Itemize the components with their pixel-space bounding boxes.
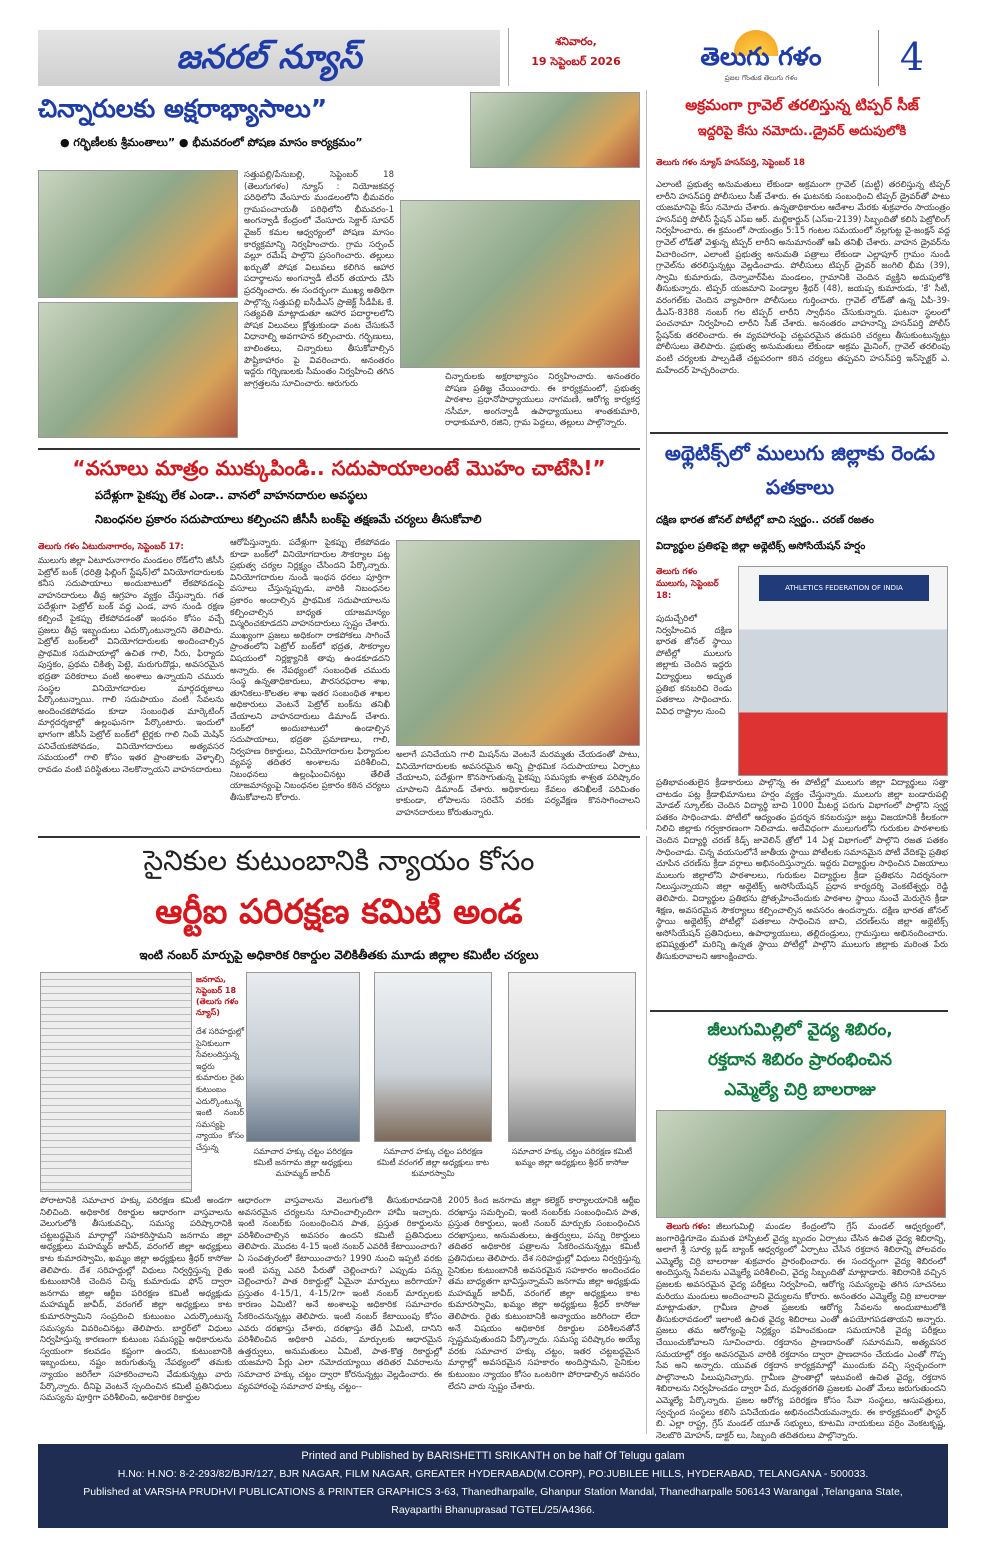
column-divider-bottom xyxy=(646,836,647,1434)
header-divider xyxy=(878,30,879,86)
date-label: 19 సెప్టెంబర్ 2026 xyxy=(531,55,621,68)
story3-photo xyxy=(396,540,640,746)
section-title: జనరల్ న్యూస్ xyxy=(176,37,362,76)
story3-body-col1: ములుగు జిల్లా ఏటూరునాగారం మండలం రోడ్‌లోని జీసీసీ పెట్రోల్ బంక్ (ధరిత్రి ఫిల్లింగ్ స్టేషన్)లో వినియోగదారులకు కనీస సదుపాయాలు అందుబాటులో లేకపోవడంపై వాహనదారులు తీవ్ర ఆగ్రహం వ్యక్తం చేస్తున్నారు. గత పదేళ్లుగా పెట్రోల్ బంక్ వద్ద ఎండ, వాన నుండి రక్షణ కల్పించే పైకప్పు లేకపోవడంతో ఇంధనం కోసం వచ్చే ప్రజలు తీవ్ర ఇబ్బందులు ఎదుర్కొంటున్నారని తెలిపారు. పెట్రోల్ బంక్‌లలో వినియోగదారులకు అందించాల్సిన ప్రాథమిక సదుపాయాల్లో ఉచిత గాలి, నీరు, ఫిర్యాదు పుస్తకం, ప్రథమ చికిత్స పెట్టె, మరుగుదొడ్లు, అవసరమైన భద్రతా పరికరాలు వంటి అంశాలు ఉన్నాయని చమురు సంస్థల వినియోగదారుల మార్గదర్శకాలు పేర్కొంటున్నాయి. గాలి సదుపాయం వంటి సేవలను అందించకపోవడం కూడా సంబంధిత మార్కెటింగ్ మార్గదర్శకాల్లో ఉల్లంఘనగా పేర్కొంటారు. ఇందులో భాగంగా జీసీసీ పెట్రోల్ బంక్‌లో టైర్లకు గాలి నింపే మెషిన్ పనిచేయకపోవడం, వినియోగదారులు అత్యవసర సమయంలో గాలి కోసం ఇతర ప్రాంతాలకు వెళ్ళాల్సి రావడం వంటి పరిస్థితులు నెలకొన్నాయని వాహనదారులు xyxy=(38,556,224,775)
story4-subtitle2: విద్యార్థుల ప్రతిభపై జిల్లా అథ్లెటిక్స్ అసోసియేషన్ హర్షం xyxy=(656,541,866,552)
story6-photo xyxy=(656,1110,946,1218)
story1-photo-left2 xyxy=(38,302,238,438)
story1-photo-left1 xyxy=(38,170,238,298)
story3-body-col3: అలాగే పనిచేయని గాలి మిషన్‌ను వెంటనే మరమ్మతు చేయడంతో పాటు, వినియోగదారులకు అవసరమైన అన్ని ప్రాథమిక సదుపాయాలు ఏర్పాటు చేయాలని, పదేళ్లుగా కొనసాగుతున్న పైకప్పు సమస్యకు శాశ్వత పరిష్కారం చూపాలని డిమాండ్ చేశారు. అధికారులు కేవలం తనిఖీలకే పరిమితం కాకుండా, లోపాలను సరిచేసే వరకు పర్యవేక్షణ కొనసాగించాలని వాహనదారులు కోరుతున్నారు. xyxy=(396,750,640,818)
story5-body-col3: 2005 కింద జనగామ జిల్లా కలెక్టర్ కార్యాలయానికి ఆర్టీఐ దరఖాస్తు సమర్పించి, ఇంటి నంబర్‌కు సంబంధించిన పాత, ప్రస్తుత రికార్డులు, ఇంటి నంబర్ మార్పుకు సంబంధించిన దరఖాస్తులు, అనుమతులు, ఉత్తర్వులు, పన్ను రికార్డులు తదితర అధికారిక పత్రాలను సేకరించనున్నట్లు కమిటీ ప్రతినిధులు తెలిపారు. దేశ సరిహద్దుల్లో విధులు నిర్వర్తిస్తున్న సైనికుల కుటుంబానికి అవసరమైన సహకారం అందించడం తమ బాధ్యతగా భావిస్తున్నామని జనగామ జిల్లా అధ్యక్షుడు మహమ్మద్ జావీద్, వరంగల్ జిల్లా అధ్యక్షులు కాట కుమారస్వామి, ఖమ్మం జిల్లా అధ్యక్షులు శ్రీధర్ కాసోజు తెలిపారు. రైతు కుటుంబానికి అన్యాయం జరిగిందా లేదా అనే విషయం అధికారిక రికార్డుల పరిశీలనతోనే స్పష్టమవుతుందని పేర్కొన్నారు. సమస్య పరిష్కారం అయ్యే వరకు సమాచార హక్కు చట్టం, ఇతర చట్టబద్ధమైన మార్గాల్లో అవసరమైన సహకారం అందిస్తామని, సైనికుల కుటుంబం న్యాయం కోసం ఒంటరిగా పోరాడాల్సిన అవసరం లేదని వారు స్పష్టం చేశారు. xyxy=(448,1196,640,1392)
story5-title-line1: సైనికుల కుటుంబానికి న్యాయం కోసం xyxy=(143,844,535,877)
story5-caption-3: సమాచార హక్కు చట్టం పరిరక్షణ కమిటీ ఖమ్మం జిల్లా అధ్యక్షులు శ్రీధర్ కాసోజు xyxy=(511,1147,633,1167)
story5-portrait-1 xyxy=(246,972,360,1142)
story6-byline: తెలుగు గళం: xyxy=(666,1222,711,1232)
story4-photo xyxy=(738,566,948,776)
logo-text: తెలుగు గళం xyxy=(700,42,822,71)
footer-line1: Printed and Published by BARISHETTI SRIKANTH on be half Of Telugu galam xyxy=(301,1450,685,1462)
story5-subtitle: ఇంటి నంబర్ మార్పుపై అధికారిక రికార్డుల వెలికితీతకు మూడు జిల్లాల కమిటీల చర్యలు xyxy=(139,948,539,962)
story3-body-col2: ఆరోపిస్తున్నారు. పదేళ్లుగా పైకప్పు లేకపోవడం కూడా బంక్‌లో వినియోగదారుల సౌకర్యాల పట్ల ప్రభుత్వ చర్యల నిర్లక్ష్యం చేసిందని పేర్కొన్నారు. వినియోగదారుల నుండి ఇంధన ధరలు పూర్తిగా వసూలు చేస్తున్నప్పుడు, వారికి నిబంధనల ప్రకారం అందాల్సిన ప్రాథమిక సదుపాయాలను కల్పించాల్సిన బాధ్యత యాజమాన్యం విస్మరించకూడదని వాహనదారులు స్పష్టం చేశారు. ముఖ్యంగా ప్రజలు అధికంగా రాకపోకలు సాగించే ప్రాంతంలోని పెట్రోల్ బంక్‌లో భద్రత, సౌకర్యాల విషయంలో నిర్లక్ష్యానికి తావు ఉండకూడదని అన్నారు. ఈ నేపథ్యంలో సంబంధిత చమురు సంస్థ ఉన్నతాధికారులు, పౌరసరఫరాల శాఖ, తూనికలు-కొలతల శాఖ ఇతర సంబంధిత శాఖల అధికారులు వెంటనే పెట్రోల్ బంక్‌ను తనిఖీ చేయాలని వాహనదారులు డిమాండ్ చేశారు. బంక్‌లో అందుబాటులో ఉండాల్సిన సదుపాయాలు, భద్రతా ప్రమాణాలు, గాలి, నిర్వహణ రికార్డులు, వినియోగదారుల ఫిర్యాదుల వ్యవస్థ తదితర అంశాలను పరిశీలించి, నిబంధనలు ఉల్లంఘించినట్లు తేలితే యాజమాన్యంపై నిబంధనల ప్రకారం కఠిన చర్యలు తీసుకోవాలని కోరారు. xyxy=(230,538,390,804)
day-label: శనివారం, xyxy=(555,35,597,48)
story5-body-col2: ఆధారంగా వాస్తవాలను వెలుగులోకి తీసుకురావడానికి అవసరమైన చర్యలను సూచించాల్సిందిగా హామీ ఇచ్చారు. ఇంటి నంబర్‌కు సంబంధించిన పాత, ప్రస్తుత రికార్డులను పరిశీలించాల్సిన అవసరం ఉందని కమిటీ ప్రతినిధులు తెలిపారు. మొదట 4-15 ఇంటి నంబర్ ఎవరికి కేటాయించారు? ఏ సంవత్సరంలో కేటాయించారు? 1990 నుంచి ఇప్పటి వరకు ఇంటి పన్ను ఎవరి పేరుతో చెల్లించారు? ఎప్పుడు పన్ను చెల్లించారు? పాత రికార్డుల్లో ఏమైనా మార్పులు జరిగాయా? ప్రస్తుతం 4-15/1, 4-15/2గా ఇంటి నంబర్ మార్పులకు కారణం ఏమిటి? అనే అంశాలపై అధికారిక సమాచారం సేకరించనున్నట్లు తెలిపారు. ఇంటి నంబర్ కేటాయింపు కోసం ఎవరు దరఖాస్తు చేశారు, దరఖాస్తు తేదీ ఏమిటి, దానిని పరిశీలించిన అధికారి ఎవరు, మార్పులకు ఆధారమైన ఉత్తర్వులు, అనుమతులు ఏమిటి, పాత-కొత్త రికార్డుల్లో యజమాని పేర్లు ఎలా నమోదయ్యాయి తదితర వివరాలను సమాచార హక్కు చట్టం ద్వారా కోరనున్నట్లు వెల్లడించారు. ఈ వ్యవహారంపై సమాచార హక్కు చట్టం-- xyxy=(238,1196,442,1392)
story5-body-narrow: దేశ సరిహద్దుల్లో సైనికులుగా సేవలందిస్తున్న ఇద్దరు కుమారుల రైతు కుటుంబం ఎదుర్కొంటున్న ఇంటి నంబర్ సమస్యపై న్యాయం కోసం చేస్తున్న xyxy=(196,1027,244,1152)
story4-title: అథ్లెటిక్స్‌లో ములుగు జిల్లాకు రెండు పతకాలు xyxy=(664,441,936,499)
story2-body: ఎలాంటి ప్రభుత్వ అనుమతులు లేకుండా అక్రమంగా గ్రావెల్ (మట్టి) తరలిస్తున్న టిప్పర్ లారీని హసన్‌పర్తి పోలీసులు సీజ్ చేశారు. ఈ ఘటనకు సంబంధించి టిప్పర్ డ్రైవర్‌తో పాటు యజమానిపై కేసు నమోదు చేశారు. ఉన్నతాధికారుల ఆదేశాల మేరకు శుక్రవారం సాయంత్రం హసన్‌పర్తి పోలీస్ స్టేషన్ ఎస్ఐ ఆర్. మల్లికార్జున్ (ఎస్ఐ-2139) సిబ్బందితో కలిసి పెట్రోలింగ్ నిర్వహించారు. ఈ క్రమంలో సాయంత్రం 5:15 గంటల సమయంలో నల్లగుట్ట వై-జంక్షన్ వద్ద గ్రావెల్ లోడ్‌తో వెళ్తున్న టిప్పర్ లారీని అనుమానంతో ఆపి తనిఖీ చేశారు. వాహన డ్రైవర్‌ను విచారించగా, ఎలాంటి ప్రభుత్వ అనుమతి పత్రాలు లేకుండా ఎల్లాపూర్ గ్రామం నుండి గ్రావెల్‌ను తరలిస్తున్నట్లు వెల్లడించాడు. పోలీసులు టిప్పర్ డ్రైవర్ జంగిలి భీమ (39), స్వామి కుమారుడు, దెన్నావార్‌పేట మండలం, గ్రామానికి చెందిన వ్యక్తిని అదుపులోకి తీసుకున్నారు. టిప్పర్ యజమాని పెండ్యాల శ్రీధర్ (48), జయప్ప కుమారుడు, 'కే' సీటీ, వరంగల్‌కు చెందిన వ్యాపారిగా పోలీసులు గుర్తించారు. గ్రావెల్ లోడ్‌తో ఉన్న ఏపీ-39-డీఎస్-8388 నంబర్ గల టిప్పర్ లారీని స్వాధీనం చేసుకున్నారు. ఘటనా స్థలంలో పంచనామా నిర్వహించి లారీని సీజ్ చేశారు. అనంతరం వాహనాన్ని హసన్‌పర్తి పోలీస్ స్టేషన్‌కు తరలించారు. ఈ వ్యవహారంపై చట్టపరమైన తదుపరి చర్యలు తీసుకుంటున్నట్లు పోలీసులు తెలిపారు. ప్రభుత్వ అనుమతులు లేకుండా అక్రమ మైనింగ్, గ్రావెల్ తరలింపు వంటి చర్యలకు పాల్పడితే చట్టపరంగా కఠిన చర్యలు తప్పవని హసన్‌పర్తి ఇన్‌స్పెక్టర్ ఎ. మహేందర్ హెచ్చరించారు. xyxy=(656,180,950,376)
story4-top-rule xyxy=(650,432,948,434)
story4-photo-banner: ATHLETICS FEDERATION OF INDIA xyxy=(759,575,929,601)
story2-subtitle: ఇద్దరిపై కేసు నమోదు..డ్రైవర్ అదుపులోకి xyxy=(697,124,907,139)
story1-body-col2: చిన్నారులకు అక్షరాభ్యాసం నిర్వహించారు. అనంతరం పోషణ ప్రతిజ్ఞ చేయించారు. ఈ కార్యక్రమంలో, ప్రభుత్వ పాఠశాల ప్రధానోపాధ్యాయులు నాగమణి, ఆరోగ్య కార్యకర్త నసీమా, అంగన్వాడీ ఉపాధ్యాయులు శాంతకుమారి, రాధాకుమారి, రజిని, గ్రామ పెద్దలు, తల్లులు పాల్గొన్నారు. xyxy=(445,372,640,429)
story4-body-narrow: పుదుచ్చేరిలో నిర్వహించిన దక్షిణ భారత జోనల్ స్థాయి పోటీల్లో ములుగు జిల్లాకు చెందిన ఇద్దరు విద్యార్థులు అద్భుత ప్రతిభ కనబరిచి రెండు పతకాలు సాధించారు. వివిధ రాష్ట్రాల నుంచి xyxy=(656,614,732,717)
story5-body-col1: పోరాటానికి సమాచార హక్కు పరిరక్షణ కమిటీ అండగా నిలిచింది. అధికారిక రికార్డుల ఆధారంగా వాస్తవాలను వెలుగులోకి తీసుకువచ్చి, సమస్య పరిష్కారానికి చట్టబద్ధమైన మార్గాల్లో సహకరిస్తామని జనగామ జిల్లా అధ్యక్షులు మహమ్మద్ జావీద్, వరంగల్ జిల్లా అధ్యక్షులు కాట కుమారస్వామి, ఖమ్మం జిల్లా అధ్యక్షులు శ్రీధర్ కాసోజు తెలిపారు. దేశ సరిహద్దుల్లో విధులు నిర్వర్తిస్తున్న రైతు కుటుంబానికి చెందిన చిన్న కుమారుడు ఫోన్ ద్వారా జనగామ జిల్లా ఆర్టీఐ పరిరక్షణ కమిటీ అధ్యక్షుడు మహమ్మద్ జావీద్, వరంగల్ జిల్లా అధ్యక్షులు కాట కుమారస్వామిని సంప్రదించి కుటుంబం ఎదుర్కొంటున్న సమస్యను వివరించినట్లు తెలిపారు. బార్డర్‌లో విధులు నిర్వహిస్తున్న కారణంగా కుటుంబ సమస్యపై అధికారులను స్వయంగా కలవడం కష్టంగా ఉందని, కుటుంబానికి ఇబ్బందులు, నష్టం జరుగుతున్న నేపథ్యంలో తమకు న్యాయం జరిగేలా సహకరించాలని వేడుకున్నట్లు వారు పేర్కొన్నారు. దీనిపై వెంటనే స్పందించిన కమిటీ ప్రతినిధులు సమస్యను పూర్తిగా పరిశీలించి, అధికారిక రికార్డుల xyxy=(40,1196,232,1404)
story5-top-rule xyxy=(38,836,640,838)
footer-line4: Rayaparthi Bhanuprasad TGTEL/25/A4366. xyxy=(391,1504,595,1516)
story1-title: చిన్నారులకు అక్షరాభ్యాసాలు” xyxy=(38,94,328,123)
story5-title-line2: ఆర్టీఐ పరిరక్షణ కమిటీ అండ xyxy=(155,892,523,932)
story3-byline: తెలుగు గళం ఏటురునాగారం, సెప్టెంబర్ 17: xyxy=(38,542,184,552)
story1-subtitle: ● గర్భిణీలకు శ్రీమంతాలు” ● భీమవరంలో పోషణ మాసం కార్యక్రమం” xyxy=(60,136,363,149)
story5-caption-1: సమాచార హక్కు చట్టం పరిరక్షణ కమిటీ జనగామ జిల్లా అధ్యక్షులు మహమ్మద్ జావీద్ xyxy=(253,1147,353,1178)
story6-top-rule xyxy=(650,1010,948,1012)
story1-photo-top xyxy=(470,92,640,168)
story6-title-line3: ఎమ్మెల్యే చిర్రి బాలరాజు xyxy=(724,1080,876,1100)
story5-portrait-3 xyxy=(508,972,636,1142)
story5-byline: జనగామ, సెప్టెంబర్ 18 (తెలుగు గళం న్యూస్) xyxy=(196,975,239,1017)
story5-document-photo xyxy=(40,972,192,1192)
story1-body-col1: సత్తుపల్లి/పేనుబల్లి, సెప్టెంబర్ 18 (తెలుగుగళం) న్యూస్ : నియోజకవర్గ పరిధిలోని వేంసూరు మండలంలోని భీమవరం గ్రామపంచాయతీ పరిధిలోని భీమవరం-1 అంగన్వాడీ కేంద్రంలో వేంసూరు సెక్టార్ సూపర్ వైజర్ కమల ఆధ్వర్యంలో పోషణ మాసం కార్యక్రమాన్ని నిర్వహించారు. గ్రామ సర్పంచ్ వల్లూ రమేష్ పాల్గొని ప్రసంగించారు. తల్లులు ఖర్చుతో పోషక విలువలు కలిగిన ఆహార పదార్థాలను అంగన్వాడీ టీచర్ తయారు చేసి ప్రదర్శించారు. ఈ సందర్భంగా ముఖ్య అతిథిగా పాల్గొన్న సత్తుపల్లి ఐసీడీఎస్ ప్రాజెక్ట్ సీడీపీఓ కే. సత్యవతి మాట్లాడుతూ ఆహార పదార్థాలలోని పోషక విలువలు క్లోత్తుకుండా వంట చేసుకునే విధానాల్ని అవగాహన కల్పించారు. గర్భిణులు, బాలింతలు, చిన్నారులు తీసుకోవాల్సిన పౌష్టికాహారం పై వివరించారు. అనంతరం ఇద్దరు గర్భిణులకు సీమంతం నిర్వహించి తగిన జాగ్రత్తలను సూచించారు. ఆరుగురు xyxy=(244,170,394,389)
logo xyxy=(648,28,874,88)
footer xyxy=(38,1444,948,1528)
story4-body: ప్రతిభావంతులైన క్రీడాకారులు పాల్గొన్న ఈ పోటీల్లో ములుగు జిల్లా విద్యార్థులు సత్తా చాటడం పట్ల క్రీడాభిమానులు హర్షం వ్యక్తం చేస్తున్నారు. ములుగు జిల్లా బండారుపల్లి మోడల్ స్కూల్‌కు చెందిన విద్యార్థి బాచి 1000 మీటర్ల పరుగు విభాగంలో పాల్గొని స్వర్ణ పతకం సాధించాడు. పోటీలో ఆద్యంతం ప్రదర్శన కనబరుస్తూ జట్టు విజయానికి కీలకంగా నిలిచి జిల్లాకు గర్వకారణంగా నిలిచాడు. అదేవిధంగా ములుగులోని గురుకుల పాఠశాలకు చెందిన విద్యార్థి చరణ్ కిడ్స్ జావెలిన్ త్రోలో 14 ఏళ్ల విభాగంలో పాల్గొని రజత పతకం సాధించాడు. చిన్న వయసులోనే జాతీయ స్థాయి పోటీలకు సమానమైన పోటీ వేదికపై ప్రతిభ చూపిన చరణ్‌ను క్రీడా వర్గాలు అభినందిస్తున్నారు. ఇద్దరు విద్యార్థుల సాధించిన విజయాలు ములుగు జిల్లాలోని పాఠశాలలు, గురుకుల విద్యార్థుల క్రీడా ప్రతిభను నిదర్శనంగా నిలుస్తున్నాయని జిల్లా అథ్లెటిక్స్ అసోసియేషన్ ప్రధాన కార్యదర్శి వెంకటేశ్వర్లు రెడ్డి తెలిపారు. విద్యార్థుల ప్రతిభను ప్రోత్సహించేందుకు పాఠశాల స్థాయి నుంచే మెరుగైన క్రీడా శిక్షణ, అవసరమైన సౌకర్యాలు కల్పించాల్సిన అవసరం ఉందన్నారు. దక్షిణ భారత జోనల్ స్థాయి అథ్లెటిక్స్ పోటీల్లో పతకాలు సాధించిన బాచి, చరణ్‌లను జిల్లా అథ్లెటిక్స్ అసోసియేషన్ ప్రతినిధులు, ఉపాధ్యాయులు, తల్లిదండ్రులు, గ్రామస్తులు అభినందించారు. భవిష్యత్తులో మరిన్ని ఉన్నత స్థాయి పోటీల్లో పాల్గొని ములుగు జిల్లాకు మరింత పేరు తీసుకురావాలని ఆకాంక్షించారు. xyxy=(656,778,948,962)
logo-tagline: ప్రజల గొంతుక తెలుగు గళం xyxy=(724,74,798,82)
story6-title-line2: రక్తదాన శిబిరం ప్రారంభించిన xyxy=(708,1050,892,1070)
footer-line3: Published at VARSHA PRUDHVI PUBLICATIONS & PRINTER GRAPHICS 3-63, Thanedharpalle, Ghanpur Station Mandal, Thanedharpalle 506143 Warangal ,Telangana State, xyxy=(83,1486,903,1498)
story3-subtitle2: నిబంధనల ప్రకారం సదుపాయాలు కల్పించని జీసీసీ బంక్‌పై తక్షణమే చర్యలు తీసుకోవాలి xyxy=(95,512,482,526)
story3-top-rule xyxy=(38,448,640,450)
page-number: 4 xyxy=(899,35,925,79)
story4-subtitle1: దక్షిణ భారత జోనల్ పోటీల్లో బాచి స్వర్ణం.. చరణ్ రజతం xyxy=(656,515,874,526)
footer-line2: H.No: H.NO: 8-2-293/82/BJR/127, BJR NAGAR, FILM NAGAR, GREATER HYDERABAD(M.CORP), PO:JUBILEE HILLS, HYDERABAD, TELANGANA - 500033. xyxy=(117,1468,869,1480)
story3-subtitle1: పదేళ్లుగా పైకప్పు లేక ఎండా.. వానలో వాహనదారుల అవస్థలు xyxy=(95,488,368,502)
story1-photo-right xyxy=(400,200,640,368)
story2-title: అక్రమంగా గ్రావెల్ తరలిస్తున్న టిప్పర్ సీజ్ xyxy=(685,96,919,114)
story2-byline: తెలుగు గళం న్యూస్ హసన్‌పర్తి, సెప్టెంబర్ 18 xyxy=(656,158,805,168)
story3-title: “వసూలు మాత్రం ముక్కుపిండి.. సదుపాయాలంటే మొహం చాటేసి!” xyxy=(72,456,606,480)
story5-caption-2: సమాచార హక్కు చట్టం పరిరక్షణ కమిటీ వరంగల్ జిల్లా అధ్యక్షులు కాట కుమారస్వామి xyxy=(376,1147,490,1178)
story6-body: జీలుగుమిల్లి మండల కేంద్రంలోని గ్రేస్ మండల్ ఆధ్వర్యంలో, జంగారెడ్డిగూడెం మమత హాస్పిటల్ వైద్య బృందం ఏర్పాటు చేసిన ఉచిత వైద్య శిబిరాన్ని, అలాగే శ్రీ సూర్య బ్లడ్ బ్యాంక్ ఆధ్వర్యంలో ఏర్పాటు చేసిన రక్తదాన శిబిరాన్ని పోలవరం ఎమ్మెల్యే చిర్రి బాలరాజు శుక్రవారం ప్రారంభించారు. ఈ సందర్భంగా వైద్య శిబిరంలో అందిస్తున్న సేవలను ఎమ్మెల్యే పరిశీలించి, వైద్య సిబ్బందితో మాట్లాడారు. శిబిరానికి వచ్చిన ప్రజలకు అవసరమైన వైద్య పరీక్షలు నిర్వహించి, ఆరోగ్య సమస్యలపై తగిన సూచనలు మరియు మందులు అందించాలని వైద్యులను కోరారు. అనంతరం ఎమ్మెల్యే చిర్రి బాలరాజు మాట్లాడుతూ, గ్రామీణ ప్రాంత ప్రజలకు ఆరోగ్య సేవలను అందుబాటులోకి తీసుకురావడంలో ఇలాంటి ఉచిత వైద్య శిబిరాలు ఎంతో ఉపయోగపడతాయని అన్నారు. ప్రజలు తమ ఆరోగ్యంపై నిర్లక్ష్యం వహించకుండా సమయానికి వైద్య పరీక్షలు చేయించుకోవాలని సూచించారు. రక్తదానం ప్రాణదానంతో సమానమని, అత్యవసర సమయాల్లో రక్తం అవసరమైన వారికి రక్తదానం ద్వారా ప్రాణదానం చేయడం ఎంతో గొప్ప సేవ అని అన్నారు. యువత రక్తదాన కార్యక్రమాల్లో ముందుకు వచ్చి స్వచ్ఛందంగా పాల్గొనాలని పిలుపునిచ్చారు. గ్రామీణ ప్రాంతాల్లో ఇటువంటి ఉచిత వైద్య, రక్తదాన శిబిరాలను నిర్వహించడం ద్వారా పేద, మధ్యతరగతి ప్రజలకు ఎంతో మేలు జరుగుతుందని ఎమ్మెల్యే పేర్కొన్నారు. ప్రజల ఆరోగ్య పరిరక్షణ కోసం సేవా సంస్థలు, ఆసుపత్రులు, స్వచ్ఛంద సంస్థలు కలిసి పనిచేయడం అభినందనీయమన్నారు. ఈ కార్యక్రమంలో ఫాస్టర్ బి. ఎల్లా రాష్ట్ర, గ్రేస్ మండల్ యూత్ సభ్యులు, కూటమి నాయకులు వర్రిం వెంకటకృష్ణ, నెలబొరి మోహన్, డాక్టర్ లు, సిబ్బంది తదితరులు పాల్గొన్నారు. xyxy=(656,1222,946,1441)
story6-title-line1: జీలుగుమిల్లిలో వైద్య శిబిరం, xyxy=(707,1020,893,1040)
story4-byline: తెలుగు గళం ములుగు, సెప్టెంబర్ 18: xyxy=(656,567,719,601)
story5-portrait-2 xyxy=(374,972,492,1142)
column-divider-top xyxy=(646,90,647,830)
